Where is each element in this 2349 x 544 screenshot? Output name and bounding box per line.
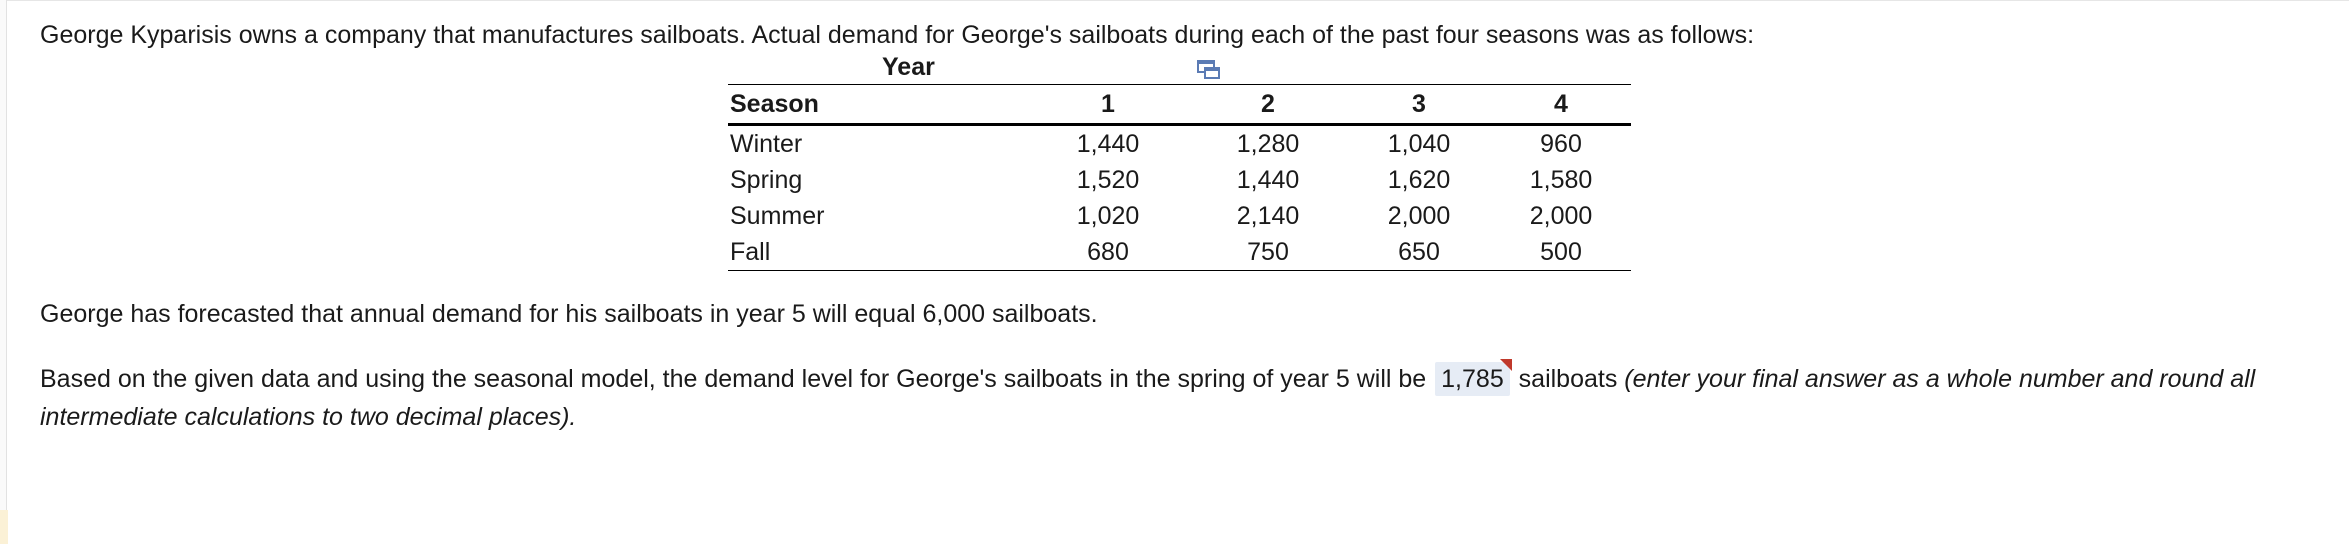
season-cell: Fall <box>730 238 771 266</box>
left-edge-border <box>0 0 7 544</box>
value-cell: 2,000 <box>1387 202 1451 230</box>
value-cell: 680 <box>1087 238 1129 266</box>
value-cell: 960 <box>1540 130 1582 158</box>
year-3-header: 3 <box>1412 90 1426 118</box>
value-cell: 1,580 <box>1529 166 1593 194</box>
value-cell: 1,520 <box>1076 166 1140 194</box>
value-cell: 650 <box>1398 238 1440 266</box>
table-row <box>728 234 1631 270</box>
year-2-header: 2 <box>1261 90 1275 118</box>
year-1-header: 1 <box>1101 90 1115 118</box>
value-cell: 1,620 <box>1387 166 1451 194</box>
season-cell: Summer <box>730 202 825 230</box>
year-column-label: Year <box>882 53 935 81</box>
answer-instructions: (enter your final answer as a whole number and round all intermediate calculations to two decimal places). <box>40 365 2256 431</box>
value-cell: 1,020 <box>1076 202 1140 230</box>
table-row <box>728 162 1631 198</box>
value-cell: 500 <box>1540 238 1582 266</box>
table-row <box>728 198 1631 234</box>
left-edge-tab <box>0 510 8 544</box>
season-cell: Spring <box>730 166 803 194</box>
season-column-header: Season <box>730 90 819 118</box>
answer-flag-icon <box>1500 359 1512 371</box>
question-suffix: sailboats <box>1518 365 1618 393</box>
question-prefix: Based on the given data and using the seasonal model, the demand level for George's sailboats in the spring of year 5 will be <box>40 365 1427 393</box>
year-4-header: 4 <box>1554 90 1568 118</box>
table-row <box>728 126 1631 162</box>
answer-input[interactable] <box>1435 362 1510 396</box>
popout-window-icon[interactable] <box>1196 58 1222 80</box>
value-cell: 1,040 <box>1387 130 1451 158</box>
forecast-statement: George has forecasted that annual demand for his sailboats in year 5 will equal 6,000 sailboats. <box>40 300 1098 328</box>
answer-value: 1,785 <box>1441 365 1504 393</box>
table-header-row <box>728 86 1631 122</box>
value-cell: 1,440 <box>1076 130 1140 158</box>
problem-intro: George Kyparisis owns a company that manufactures sailboats. Actual demand for George's sailboats during each of the past four seasons was as follows: <box>40 21 1755 49</box>
top-divider <box>0 0 2349 1</box>
question-text <box>40 360 2340 436</box>
table-bottom-rule <box>728 270 1631 271</box>
table-top-rule <box>728 84 1631 85</box>
value-cell: 2,140 <box>1236 202 1300 230</box>
value-cell: 1,440 <box>1236 166 1300 194</box>
season-cell: Winter <box>730 130 803 158</box>
value-cell: 750 <box>1247 238 1289 266</box>
value-cell: 2,000 <box>1529 202 1593 230</box>
value-cell: 1,280 <box>1236 130 1300 158</box>
